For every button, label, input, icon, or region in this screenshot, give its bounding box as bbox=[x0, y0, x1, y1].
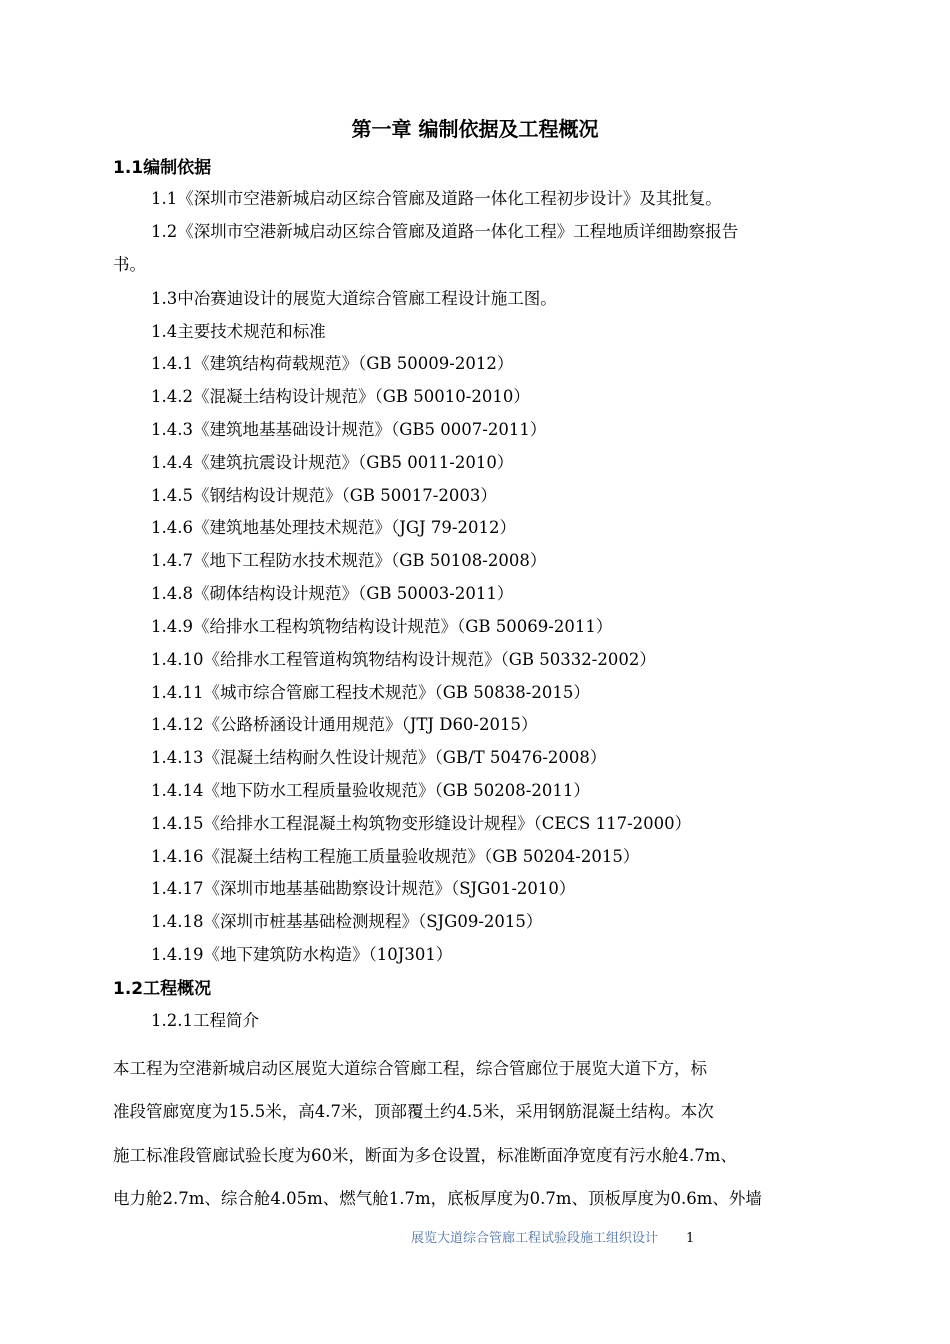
standard-item: 1.4.4《建筑抗震设计规范》（GB5 0011-2010） bbox=[151, 453, 514, 472]
page-footer bbox=[411, 1227, 694, 1246]
standard-item: 1.4.17《深圳市地基基础勘察设计规范》（SJG01-2010） bbox=[151, 879, 576, 898]
standard-item: 1.4.10《给排水工程管道构筑物结构设计规范》（GB 50332-2002） bbox=[151, 650, 656, 669]
standard-item: 1.4.2《混凝土结构设计规范》（GB 50010-2010） bbox=[151, 387, 530, 406]
chapter-title: 第一章 编制依据及工程概况 bbox=[351, 117, 599, 141]
basis-item: 1.1《深圳市空港新城启动区综合管廊及道路一体化工程初步设计》及其批复。 bbox=[151, 189, 722, 208]
paragraph-line: 准段管廊宽度为15.5米，高4.7米，顶部覆土约4.5米，采用钢筋混凝土结构。本次 bbox=[113, 1102, 714, 1121]
standard-item: 1.4.12《公路桥涵设计通用规范》（JTJ D60-2015） bbox=[151, 715, 538, 734]
basis-item-continuation: 书。 bbox=[113, 255, 146, 274]
page-number: 1 bbox=[686, 1231, 695, 1246]
basis-item: 1.2《深圳市空港新城启动区综合管廊及道路一体化工程》工程地质详细勘察报告 bbox=[151, 222, 739, 241]
standard-item: 1.4.8《砌体结构设计规范》（GB 50003-2011） bbox=[151, 584, 514, 603]
paragraph-line: 施工标准段管廊试验长度为60米，断面为多仓设置，标准断面净宽度有污水舱4.7m、 bbox=[113, 1146, 737, 1165]
standard-item: 1.4.14《地下防水工程质量验收规范》（GB 50208-2011） bbox=[151, 781, 590, 800]
sub-heading-1-2-1: 1.2.1工程简介 bbox=[151, 1011, 259, 1030]
standard-item: 1.4.1《建筑结构荷载规范》（GB 50009-2012） bbox=[151, 354, 514, 373]
paragraph-line: 电力舱2.7m、综合舱4.05m、燃气舱1.7m，底板厚度为0.7m、顶板厚度为0.6m、外墙 bbox=[113, 1189, 762, 1208]
paragraph-line: 本工程为空港新城启动区展览大道综合管廊工程，综合管廊位于展览大道下方，标 bbox=[113, 1059, 707, 1078]
section-heading-1-2: 1.2工程概况 bbox=[113, 979, 212, 999]
standard-item: 1.4.16《混凝土结构工程施工质量验收规范》（GB 50204-2015） bbox=[151, 847, 640, 866]
standard-item: 1.4.9《给排水工程构筑物结构设计规范》（GB 50069-2011） bbox=[151, 617, 613, 636]
standard-item: 1.4.19《地下建筑防水构造》（10J301） bbox=[151, 945, 453, 964]
basis-item: 1.3中冶赛迪设计的展览大道综合管廊工程设计施工图。 bbox=[151, 289, 557, 308]
standard-item: 1.4.18《深圳市桩基基础检测规程》（SJG09-2015） bbox=[151, 912, 543, 931]
standard-item: 1.4.6《建筑地基处理技术规范》（JGJ 79-2012） bbox=[151, 518, 516, 537]
basis-item: 1.4主要技术规范和标准 bbox=[151, 322, 326, 341]
standard-item: 1.4.13《混凝土结构耐久性设计规范》（GB/T 50476-2008） bbox=[151, 748, 607, 767]
standard-item: 1.4.11《城市综合管廊工程技术规范》（GB 50838-2015） bbox=[151, 683, 590, 702]
footer-title: 展览大道综合管廊工程试验段施工组织设计 bbox=[411, 1231, 659, 1246]
standard-item: 1.4.3《建筑地基基础设计规范》（GB5 0007-2011） bbox=[151, 420, 547, 439]
standard-item: 1.4.7《地下工程防水技术规范》（GB 50108-2008） bbox=[151, 551, 547, 570]
section-heading-1-1: 1.1编制依据 bbox=[113, 158, 212, 178]
standard-item: 1.4.15《给排水工程混凝土构筑物变形缝设计规程》（CECS 117-2000） bbox=[151, 814, 692, 833]
standard-item: 1.4.5《钢结构设计规范》（GB 50017-2003） bbox=[151, 486, 497, 505]
